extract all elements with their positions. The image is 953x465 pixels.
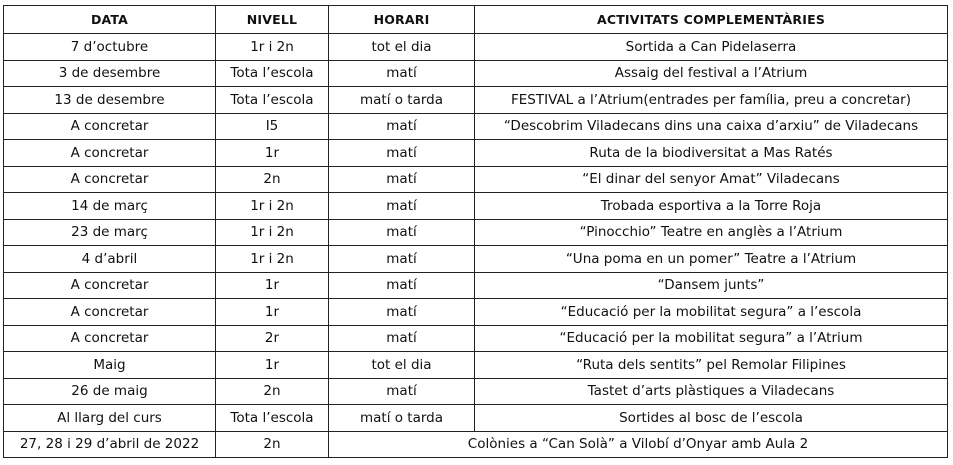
cell-activity: “Pinocchio” Teatre en anglès a l’Atrium [475,219,948,246]
header-horari: HORARI [329,6,475,34]
cell-activity: Assaig del festival a l’Atrium [475,60,948,87]
cell-activity: Colònies a “Can Solà” a Vilobí d’Onyar amb Aula 2 [329,431,948,458]
table-row [4,431,948,458]
header-activitats: ACTIVITATS COMPLEMENTÀRIES [475,6,948,34]
cell-activity: “Descobrim Viladecans dins una caixa d’arxiu” de Viladecans [475,113,948,140]
table-row [4,166,948,193]
cell-level: Tota l’escola [216,405,329,432]
table-row [4,299,948,326]
cell-activity: Sortides al bosc de l’escola [475,405,948,432]
table-row [4,60,948,87]
cell-date: 13 de desembre [4,87,216,114]
cell-level: 1r [216,140,329,167]
cell-schedule: matí [329,60,475,87]
cell-date: A concretar [4,166,216,193]
cell-level: 1r [216,299,329,326]
cell-date: 3 de desembre [4,60,216,87]
cell-schedule: matí [329,113,475,140]
cell-date: 14 de març [4,193,216,220]
table-row [4,325,948,352]
table-row [4,140,948,167]
cell-date: 27, 28 i 29 d’abril de 2022 [4,431,216,458]
cell-activity: Ruta de la biodiversitat a Mas Ratés [475,140,948,167]
cell-level: 2r [216,325,329,352]
cell-schedule: tot el dia [329,352,475,379]
cell-date: A concretar [4,299,216,326]
cell-date: 4 d’abril [4,246,216,273]
cell-level: 1r i 2n [216,193,329,220]
cell-activity: “Una poma en un pomer” Teatre a l’Atrium [475,246,948,273]
cell-date: A concretar [4,113,216,140]
cell-date: 26 de maig [4,378,216,405]
table-header-row [4,6,948,34]
cell-activity: Tastet d’arts plàstiques a Viladecans [475,378,948,405]
cell-level: 2n [216,166,329,193]
cell-activity: Sortida a Can Pidelaserra [475,34,948,61]
cell-schedule: matí [329,166,475,193]
cell-level: 1r [216,352,329,379]
table-row [4,113,948,140]
cell-date: Al llarg del curs [4,405,216,432]
cell-date: A concretar [4,325,216,352]
cell-date: A concretar [4,272,216,299]
cell-activity: Trobada esportiva a la Torre Roja [475,193,948,220]
table-row [4,378,948,405]
cell-level: 1r [216,272,329,299]
cell-activity: “Dansem junts” [475,272,948,299]
cell-activity: “El dinar del senyor Amat” Viladecans [475,166,948,193]
table-body [4,34,948,458]
table-row [4,219,948,246]
header-data: DATA [4,6,216,34]
cell-level: Tota l’escola [216,87,329,114]
cell-date: 23 de març [4,219,216,246]
cell-schedule: matí [329,193,475,220]
cell-activity: FESTIVAL a l’Atrium(entrades per família, preu a concretar) [475,87,948,114]
cell-schedule: matí [329,378,475,405]
cell-schedule: matí [329,140,475,167]
cell-date: A concretar [4,140,216,167]
cell-schedule: tot el dia [329,34,475,61]
cell-schedule: matí [329,325,475,352]
cell-schedule: matí o tarda [329,87,475,114]
cell-schedule: matí [329,246,475,273]
table-row [4,352,948,379]
table-row [4,272,948,299]
activities-table-container [3,5,948,458]
cell-level: 2n [216,431,329,458]
cell-activity: “Ruta dels sentits” pel Remolar Filipines [475,352,948,379]
table-row [4,87,948,114]
cell-date: 7 d’octubre [4,34,216,61]
cell-schedule: matí o tarda [329,405,475,432]
cell-activity: “Educació per la mobilitat segura” a l’escola [475,299,948,326]
header-nivell: NIVELL [216,6,329,34]
cell-level: 2n [216,378,329,405]
table-row [4,405,948,432]
cell-level: 1r i 2n [216,219,329,246]
table-row [4,246,948,273]
cell-activity: “Educació per la mobilitat segura” a l’Atrium [475,325,948,352]
cell-level: 1r i 2n [216,34,329,61]
table-row [4,34,948,61]
activities-table [3,5,948,458]
cell-date: Maig [4,352,216,379]
cell-schedule: matí [329,219,475,246]
cell-level: Tota l’escola [216,60,329,87]
cell-level: 1r i 2n [216,246,329,273]
cell-schedule: matí [329,299,475,326]
cell-level: I5 [216,113,329,140]
table-row [4,193,948,220]
cell-schedule: matí [329,272,475,299]
